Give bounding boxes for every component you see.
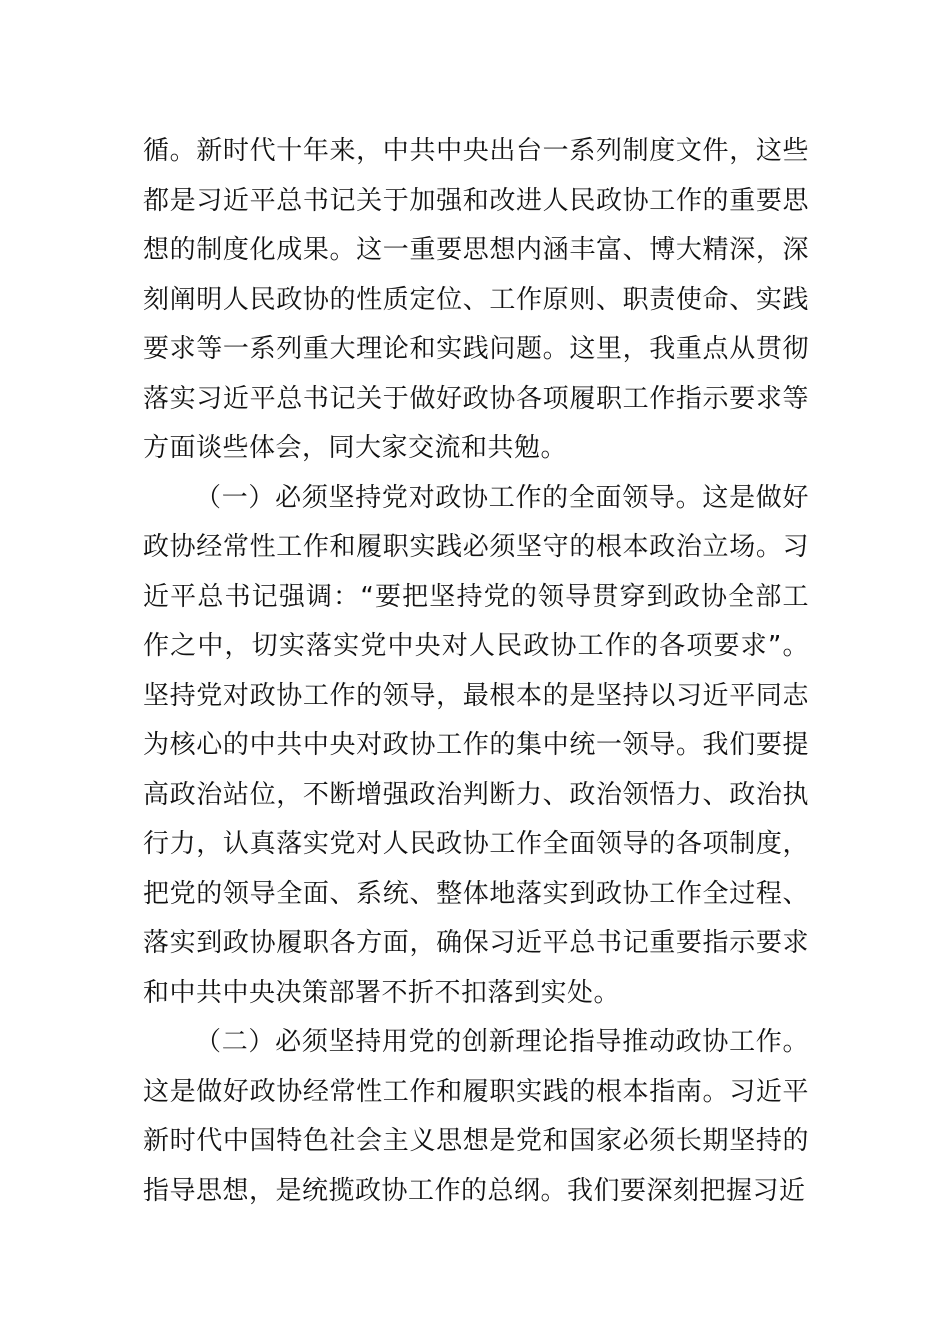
document-body xyxy=(143,127,809,1216)
paragraph-continuation: 循。新时代十年来，中共中央出台一系列制度文件，这些都是习近平总书记关于加强和改进人民政协工作的重要思想的制度化成果。这一重要思想内涵丰富、博大精深，深刻阐明人民政协的性质定位、工作原则、职责使命、实践要求等一系列重大理论和实践问题。这里，我重点从贯彻落实习近平总书记关于做好政协各项履职工作指示要求等方面谈些体会，同大家交流和共勉。 xyxy=(143,136,809,463)
paragraph-section-2: （二）必须坚持用党的创新理论指导推动政协工作。这是做好政协经常性工作和履职实践的根本指南。习近平新时代中国特色社会主义思想是党和国家必须长期坚持的指导思想，是统揽政协工作的总纲。我们要深刻把握习近 xyxy=(143,1027,809,1206)
paragraph-section-1: （一）必须坚持党对政协工作的全面领导。这是做好政协经常性工作和履职实践必须坚守的根本政治立场。习近平总书记强调：“要把坚持党的领导贯穿到政协全部工作之中，切实落实党中央对人民政协工作的各项要求”。坚持党对政协工作的领导，最根本的是坚持以习近平同志为核心的中共中央对政协工作的集中统一领导。我们要提高政治站位，不断增强政治判断力、政治领悟力、政治执行力，认真落实党对人民政协工作全面领导的各项制度，把党的领导全面、系统、整体地落实到政协工作全过程、落实到政协履职各方面，确保习近平总书记重要指示要求和中共中央决策部署不折不扣落到实处。 xyxy=(143,482,809,1008)
